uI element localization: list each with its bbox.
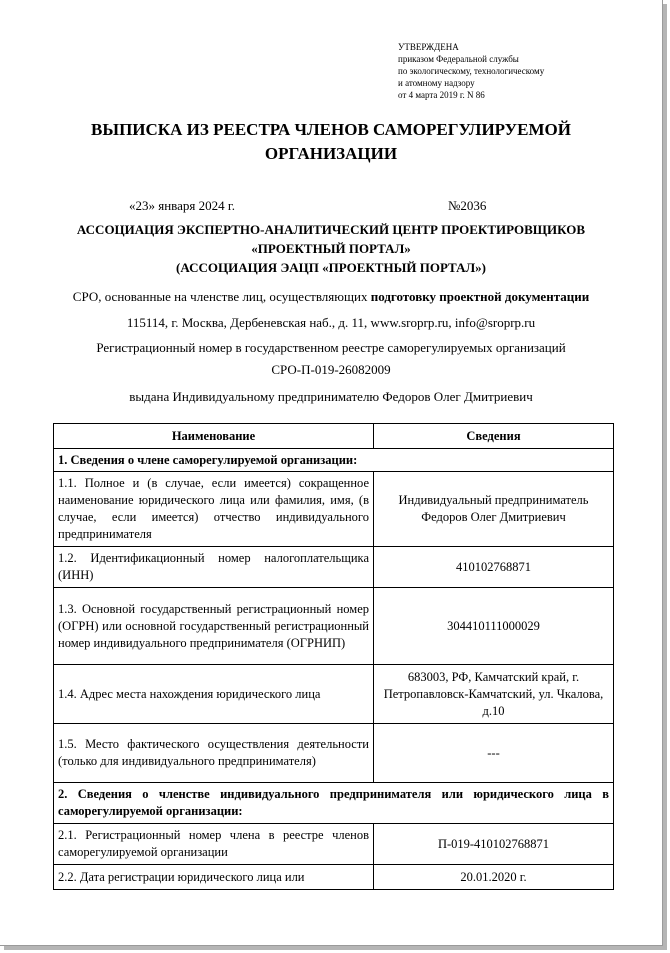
registry-table: [53, 423, 614, 890]
table-row: [54, 547, 614, 588]
table-row: [54, 665, 614, 724]
table-header-row: [54, 424, 614, 449]
table-row: [54, 824, 614, 865]
row-value: Индивидуальный предприниматель Федоров Олег Дмитриевич: [374, 472, 614, 547]
row-value: 683003, РФ, Камчатский край, г. Петропавловск-Камчатский, ул. Чкалова, д.10: [374, 665, 614, 724]
row-value: 410102768871: [374, 547, 614, 588]
row-name: 1.2. Идентификационный номер налогоплательщика (ИНН): [54, 547, 374, 588]
approval-line: и атомному надзору: [398, 78, 475, 88]
section-row: [54, 449, 614, 472]
row-value: П-019-410102768871: [374, 824, 614, 865]
approval-line: приказом Федеральной службы: [398, 54, 519, 64]
document-number: №2036: [448, 198, 487, 213]
issued-to: выдана Индивидуальному предпринимателю Федоров Олег Дмитриевич: [129, 389, 533, 404]
section-row: [54, 783, 614, 824]
organization-short-name: (АССОЦИАЦИЯ ЭАЦП «ПРОЕКТНЫЙ ПОРТАЛ»): [176, 260, 486, 275]
section-2-title: 2. Сведения о членстве индивидуального предпринимателя или юридического лица в саморегулируемой организации:: [54, 783, 614, 824]
approval-stamp: [398, 41, 544, 101]
row-name: 2.1. Регистрационный номер члена в реестре членов саморегулируемой организации: [54, 824, 374, 865]
document-title: [40, 118, 622, 166]
header-name: Наименование: [54, 424, 374, 449]
sro-prefix: СРО, основанные на членстве лиц, осуществляющих: [72, 289, 368, 304]
document-date: «23» января 2024 г.: [129, 198, 236, 213]
header-value: Сведения: [374, 424, 614, 449]
organization-name-line1: АССОЦИАЦИЯ ЭКСПЕРТНО-АНАЛИТИЧЕСКИЙ ЦЕНТР ПРОЕКТИРОВЩИКОВ: [76, 222, 586, 237]
table-row: [54, 724, 614, 783]
document-title-line2: ОРГАНИЗАЦИИ: [264, 144, 398, 163]
approval-line: от 4 марта 2019 г. N 86: [398, 90, 485, 100]
approval-line: по экологическому, технологическому: [398, 66, 545, 76]
row-name: 1.1. Полное и (в случае, если имеется) сокращенное наименование юридического лица или фамилия, имя, (в случае, если имеется) отчество индивидуального предпринимателя: [54, 472, 374, 547]
document-title-line1: ВЫПИСКА ИЗ РЕЕСТРА ЧЛЕНОВ САМОРЕГУЛИРУЕМОЙ: [91, 120, 571, 139]
organization-name: [40, 220, 622, 277]
row-name: 1.4. Адрес места нахождения юридического лица: [54, 665, 374, 724]
approval-line: УТВЕРЖДЕНА: [398, 42, 459, 52]
row-name: 2.2. Дата регистрации юридического лица или: [54, 865, 374, 890]
sro-activity: подготовку проектной документации: [370, 289, 590, 304]
row-value: 304410111000029: [374, 588, 614, 665]
organization-address: 115114, г. Москва, Дербеневская наб., д. 11, www.sroprp.ru, info@sroprp.ru: [126, 315, 536, 330]
organization-name-line2: «ПРОЕКТНЫЙ ПОРТАЛ»: [251, 241, 411, 256]
sro-description: [40, 289, 622, 305]
section-1-title: 1. Сведения о члене саморегулируемой организации:: [54, 449, 614, 472]
table-row: [54, 865, 614, 890]
row-name: 1.5. Место фактического осуществления деятельности (только для индивидуального предпринимателя): [54, 724, 374, 783]
registry-number: СРО-П-019-26082009: [271, 362, 391, 377]
row-value: 20.01.2020 г.: [374, 865, 614, 890]
table-row: [54, 472, 614, 547]
table-row: [54, 588, 614, 665]
row-value: ---: [374, 724, 614, 783]
registry-label: Регистрационный номер в государственном реестре саморегулируемых организаций: [96, 340, 566, 355]
row-name: 1.3. Основной государственный регистрационный номер (ОГРН) или основной государственный регистрационный номер индивидуального предпринимателя (ОГРНИП): [54, 588, 374, 665]
